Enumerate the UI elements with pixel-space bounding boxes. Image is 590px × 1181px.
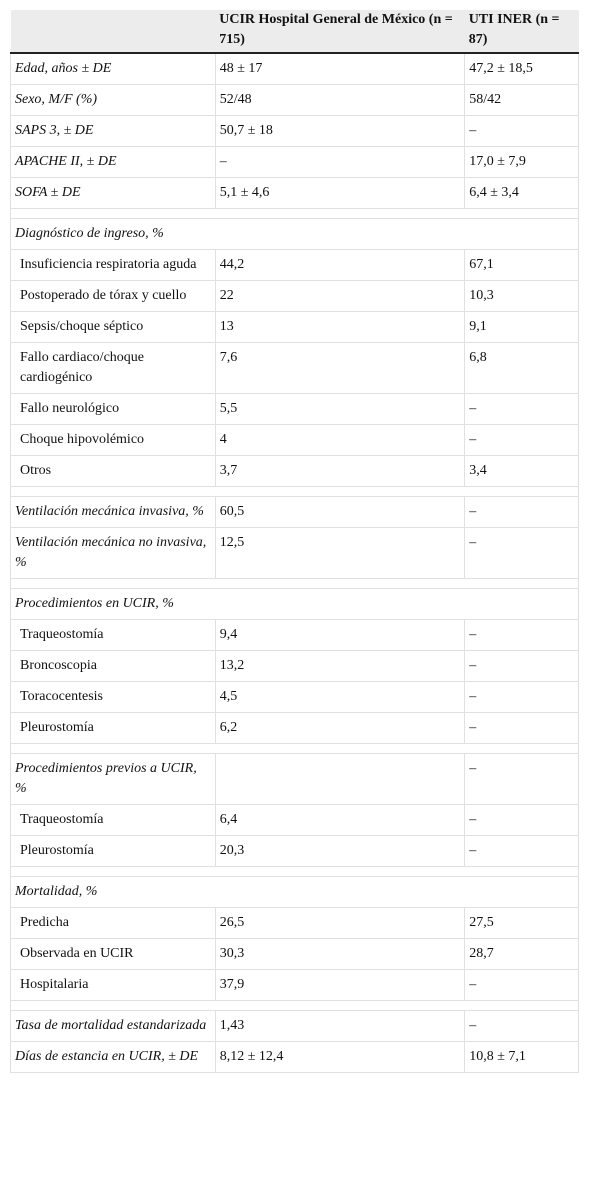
value-iner: – (465, 682, 579, 713)
value-iner: 6,4 ± 3,4 (465, 178, 579, 209)
row-label: Tasa de mortalidad estandarizada (11, 1011, 216, 1042)
value-iner: 10,3 (465, 281, 579, 312)
spacer-cell (11, 744, 579, 754)
table-row (11, 805, 579, 836)
value-hospital-general: 26,5 (215, 908, 464, 939)
value-iner: – (465, 970, 579, 1001)
value-iner: 27,5 (465, 908, 579, 939)
row-label: APACHE II, ± DE (11, 147, 216, 178)
value-hospital-general: 50,7 ± 18 (215, 116, 464, 147)
value-hospital-general: 4,5 (215, 682, 464, 713)
value-hospital-general: 22 (215, 281, 464, 312)
value-hospital-general: 13 (215, 312, 464, 343)
value-iner: – (465, 425, 579, 456)
row-label: SAPS 3, ± DE (11, 116, 216, 147)
value-hospital-general: 13,2 (215, 651, 464, 682)
section-label: Mortalidad, % (11, 877, 579, 908)
row-label: Pleurostomía (11, 836, 216, 867)
table-row (11, 343, 579, 394)
value-iner: 17,0 ± 7,9 (465, 147, 579, 178)
table-row (11, 713, 579, 744)
value-hospital-general: 3,7 (215, 456, 464, 487)
spacer-row (11, 744, 579, 754)
value-hospital-general: 52/48 (215, 85, 464, 116)
value-iner: – (465, 528, 579, 579)
row-label: Otros (11, 456, 216, 487)
row-label: Fallo cardiaco/choque cardiogénico (11, 343, 216, 394)
value-hospital-general: 5,1 ± 4,6 (215, 178, 464, 209)
row-label: SOFA ± DE (11, 178, 216, 209)
value-iner: – (465, 713, 579, 744)
row-label: Broncoscopia (11, 651, 216, 682)
spacer-row (11, 579, 579, 589)
value-hospital-general: 6,2 (215, 713, 464, 744)
table-row (11, 1011, 579, 1042)
spacer-row (11, 1001, 579, 1011)
section-row (11, 219, 579, 250)
value-hospital-general: 44,2 (215, 250, 464, 281)
value-iner: 58/42 (465, 85, 579, 116)
row-label: Sexo, M/F (%) (11, 85, 216, 116)
value-iner: – (465, 754, 579, 805)
spacer-cell (11, 209, 579, 219)
row-label: Traqueostomía (11, 805, 216, 836)
table-row (11, 908, 579, 939)
header-iner: UTI INER (n = 87) (465, 10, 579, 53)
row-label: Traqueostomía (11, 620, 216, 651)
value-hospital-general: 37,9 (215, 970, 464, 1001)
value-hospital-general: 4 (215, 425, 464, 456)
row-label: Postoperado de tórax y cuello (11, 281, 216, 312)
value-hospital-general: 12,5 (215, 528, 464, 579)
table-row (11, 281, 579, 312)
table-row (11, 312, 579, 343)
value-hospital-general: 9,4 (215, 620, 464, 651)
row-label: Predicha (11, 908, 216, 939)
value-hospital-general: – (215, 147, 464, 178)
table-row (11, 651, 579, 682)
value-hospital-general: 6,4 (215, 805, 464, 836)
table-row (11, 497, 579, 528)
value-iner: – (465, 497, 579, 528)
table-body (11, 53, 579, 1073)
section-row (11, 589, 579, 620)
value-hospital-general: 5,5 (215, 394, 464, 425)
table-row (11, 178, 579, 209)
value-hospital-general: 60,5 (215, 497, 464, 528)
table-row (11, 425, 579, 456)
value-hospital-general: 30,3 (215, 939, 464, 970)
value-iner: – (465, 394, 579, 425)
table-row (11, 456, 579, 487)
spacer-row (11, 487, 579, 497)
value-iner: 47,2 ± 18,5 (465, 53, 579, 85)
table-row (11, 939, 579, 970)
value-iner: 10,8 ± 7,1 (465, 1042, 579, 1073)
table-row (11, 394, 579, 425)
row-label: Sepsis/choque séptico (11, 312, 216, 343)
table-row (11, 250, 579, 281)
value-hospital-general: 8,12 ± 12,4 (215, 1042, 464, 1073)
value-iner: – (465, 805, 579, 836)
row-label: Hospitalaria (11, 970, 216, 1001)
row-label: Insuficiencia respiratoria aguda (11, 250, 216, 281)
value-hospital-general: 7,6 (215, 343, 464, 394)
value-hospital-general: 48 ± 17 (215, 53, 464, 85)
data-table (10, 10, 579, 1073)
value-iner: 67,1 (465, 250, 579, 281)
table-row (11, 836, 579, 867)
table-row (11, 970, 579, 1001)
value-iner: – (465, 836, 579, 867)
value-hospital-general: 1,43 (215, 1011, 464, 1042)
value-iner: 6,8 (465, 343, 579, 394)
spacer-cell (11, 867, 579, 877)
row-label: Pleurostomía (11, 713, 216, 744)
spacer-cell (11, 487, 579, 497)
table-row (11, 53, 579, 85)
value-iner: 9,1 (465, 312, 579, 343)
section-label: Diagnóstico de ingreso, % (11, 219, 579, 250)
spacer-cell (11, 1001, 579, 1011)
row-label: Fallo neurológico (11, 394, 216, 425)
table-row (11, 147, 579, 178)
header-row (11, 10, 579, 53)
row-label: Edad, años ± DE (11, 53, 216, 85)
spacer-row (11, 209, 579, 219)
row-label: Días de estancia en UCIR, ± DE (11, 1042, 216, 1073)
value-iner: – (465, 651, 579, 682)
section-row (11, 877, 579, 908)
table-row (11, 528, 579, 579)
row-label: Procedimientos previos a UCIR, % (11, 754, 216, 805)
row-label: Toracocentesis (11, 682, 216, 713)
table-row (11, 85, 579, 116)
value-iner: – (465, 1011, 579, 1042)
table-header (11, 10, 579, 53)
header-hospital-general: UCIR Hospital General de México (n = 715) (215, 10, 464, 53)
row-label: Ventilación mecánica no invasiva, % (11, 528, 216, 579)
spacer-row (11, 867, 579, 877)
table-row (11, 754, 579, 805)
section-label: Procedimientos en UCIR, % (11, 589, 579, 620)
row-label: Observada en UCIR (11, 939, 216, 970)
table-row (11, 620, 579, 651)
value-iner: 3,4 (465, 456, 579, 487)
value-hospital-general (215, 754, 464, 805)
table-row (11, 1042, 579, 1073)
row-label: Choque hipovolémico (11, 425, 216, 456)
value-iner: – (465, 620, 579, 651)
value-iner: 28,7 (465, 939, 579, 970)
spacer-cell (11, 579, 579, 589)
value-iner: – (465, 116, 579, 147)
value-hospital-general: 20,3 (215, 836, 464, 867)
table-row (11, 682, 579, 713)
row-label: Ventilación mecánica invasiva, % (11, 497, 216, 528)
table-row (11, 116, 579, 147)
header-variable (11, 10, 216, 53)
